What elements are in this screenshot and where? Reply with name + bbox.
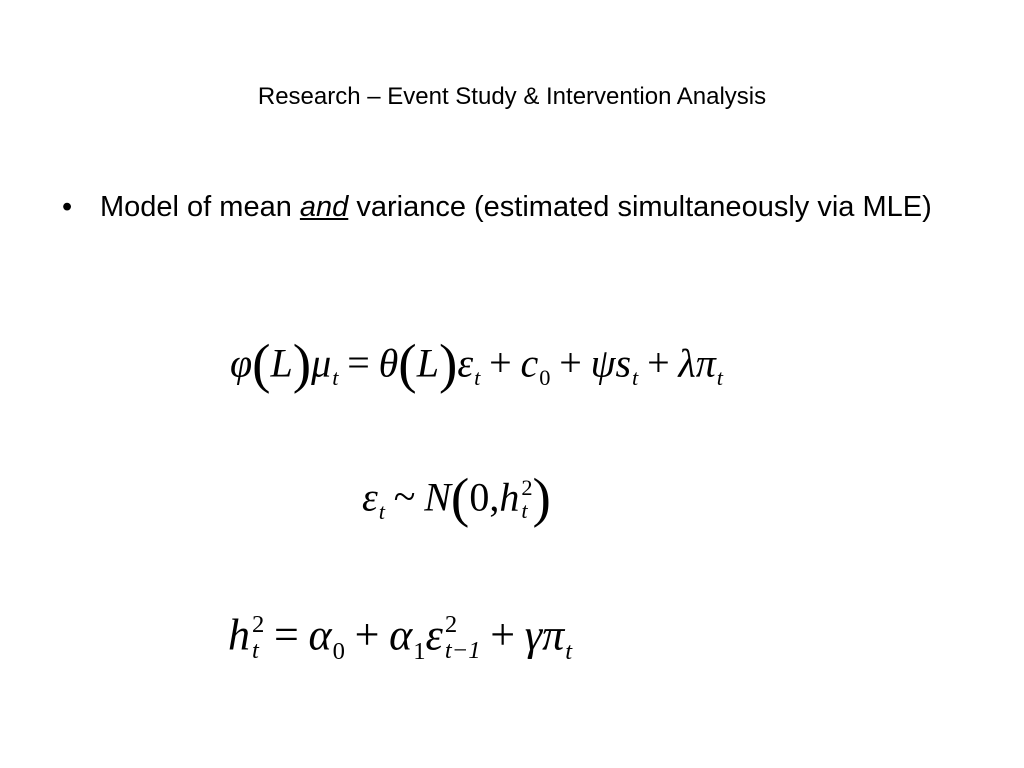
eq-operator: + — [559, 340, 582, 386]
eq-symbol: π — [695, 340, 716, 386]
eq-subscript: t — [474, 364, 481, 390]
eq-operator: = — [347, 340, 370, 386]
eq-symbol: φ — [230, 340, 253, 386]
eq-symbol: ε — [425, 610, 443, 660]
eq-operator: + — [647, 340, 670, 386]
eq-subscript: 0 — [539, 364, 551, 390]
bullet-item — [62, 188, 962, 227]
eq-paren: ) — [532, 467, 551, 528]
eq-symbol: L — [416, 340, 439, 386]
eq-symbol: s — [615, 340, 632, 386]
eq-symbol: h — [499, 474, 520, 520]
eq-paren: ( — [252, 333, 271, 394]
bullet-emphasis: and — [299, 191, 349, 223]
eq-paren: ) — [438, 333, 458, 394]
eq-symbol: ε — [457, 340, 474, 386]
eq-symbol: γ — [524, 610, 543, 660]
eq-symbol: λ — [678, 340, 696, 386]
eq-subscript: t−1 — [444, 636, 481, 664]
error-distribution-equation — [362, 467, 551, 528]
eq-paren: ( — [450, 467, 470, 528]
eq-symbol: c — [520, 340, 539, 386]
bullet-text-before: Model of mean — [100, 191, 300, 223]
mean-equation — [230, 333, 724, 394]
eq-paren: ( — [398, 333, 417, 394]
eq-symbol: μ — [311, 340, 332, 386]
eq-subscript: 1 — [413, 637, 426, 665]
eq-subscript: t — [378, 498, 385, 524]
eq-operator: + — [354, 610, 380, 660]
eq-subscript: t — [252, 636, 259, 664]
eq-symbol: π — [542, 610, 565, 660]
eq-superscript: 2 — [444, 611, 458, 638]
bullet-text-after: variance (estimated simultaneously via MLE) — [348, 191, 932, 223]
eq-symbol: ψ — [590, 340, 616, 386]
eq-symbol: N — [424, 474, 451, 520]
eq-supsub — [252, 612, 264, 664]
eq-superscript: 2 — [521, 474, 533, 500]
eq-symbol: α — [308, 610, 332, 660]
eq-symbol: L — [270, 340, 293, 386]
variance-equation — [228, 612, 572, 664]
eq-paren: ) — [292, 333, 312, 394]
eq-symbol: θ — [378, 340, 399, 386]
bullet-point-icon: • — [62, 191, 73, 223]
eq-superscript: 2 — [252, 611, 265, 638]
eq-symbol: 0, — [469, 474, 500, 520]
bullet-list — [62, 188, 962, 227]
eq-operator: = — [273, 610, 299, 660]
eq-supsub — [445, 612, 481, 664]
eq-supsub — [521, 476, 532, 523]
eq-operator: + — [490, 610, 516, 660]
eq-subscript: t — [716, 364, 724, 390]
eq-subscript: t — [521, 498, 528, 524]
eq-symbol: α — [389, 610, 413, 660]
eq-operator: ~ — [393, 474, 416, 520]
eq-subscript: t — [565, 637, 573, 665]
eq-subscript: t — [632, 364, 639, 390]
eq-symbol: ε — [362, 474, 378, 520]
eq-subscript: t — [332, 364, 339, 390]
slide-title: Research – Event Study & Intervention Analysis — [257, 83, 767, 110]
eq-operator: + — [489, 340, 512, 386]
eq-subscript: 0 — [332, 637, 345, 665]
eq-symbol: h — [228, 610, 250, 660]
